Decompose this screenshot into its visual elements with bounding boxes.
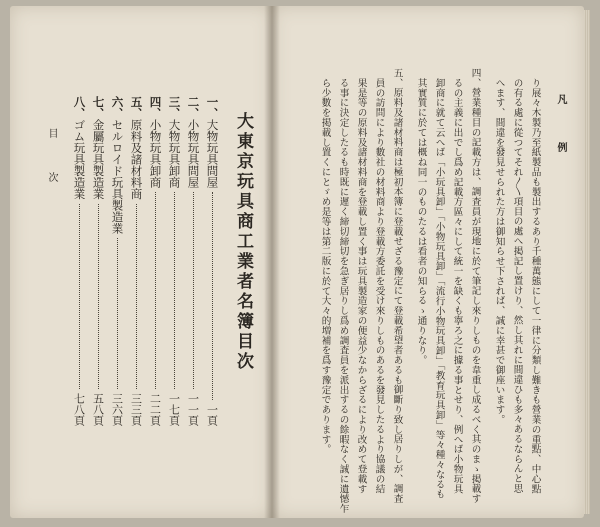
book-gutter	[264, 6, 280, 518]
toc-entry-1	[206, 96, 218, 426]
toc-entry-number: 三、	[167, 96, 182, 119]
toc-leader-dots	[212, 192, 213, 400]
toc-entry-label: ゴム玩具製造業	[72, 119, 87, 200]
toc-entry-number: 二、	[186, 96, 201, 119]
toc-title: 大東京玩具商工業者名簿目次	[233, 112, 253, 372]
toc-entry-label: 金屬玩具製造業	[91, 119, 106, 200]
toc-leader-dots	[136, 204, 137, 390]
toc-entry-number: 七、	[91, 96, 106, 119]
toc-entry-label: 大物玩具問屋	[205, 119, 220, 188]
toc-leader-dots	[155, 192, 156, 389]
notes-line-9: 員の訪問により數社の材料商より登載方委託を受け來りしものあるを發見したるより協議の結	[373, 78, 385, 494]
toc-entry-page: 三六頁	[110, 393, 124, 426]
toc-entry-8	[73, 96, 85, 426]
notes-line-1: り展々木製乃至紙製品も製出するあり千種萬態にして一律に分類し難きも營業の重點、中心點	[529, 78, 541, 494]
toc-entry-page: 一一頁	[186, 393, 200, 426]
toc-leader-dots	[79, 204, 80, 390]
notes-line-10: 果是等の原料及諸材料商を登載し置く事は玩具製造家の便益少なからざるにより改めて登載す	[355, 78, 367, 494]
notes-line-6: 卸商に就て云へば「小玩具卸」「小物玩具卸」「流行小物玩具卸」「教育玩具卸」等々種々なるも	[433, 78, 445, 500]
toc-entry-page: 七八頁	[72, 393, 86, 426]
toc-leader-dots	[98, 204, 99, 390]
toc-entry-label: 大物玩具卸商	[167, 119, 182, 188]
notes-line-4: 四、營業種目の記載方は、調査員が現地に於て筆記し來りしものを韋重し成るべく其のまゝ掲載す	[469, 68, 481, 504]
notes-line-12: ら少數を掲載し置くにとゞめ是等は第二版に於て大々的増補を爲す豫定であります。	[319, 78, 331, 455]
toc-leader-dots	[193, 192, 194, 389]
toc-entry-page: 五八頁	[91, 393, 105, 426]
page-edges	[584, 10, 590, 514]
toc-leader-dots	[117, 238, 118, 389]
toc-entry-number: 六、	[110, 96, 125, 119]
toc-entry-label: 小物玩具卸商	[148, 119, 163, 188]
toc-entry-7	[92, 96, 104, 426]
notes-line-7: 其實質に於ては概ね同一のものたるは看者の知らるゝ通りなり。	[415, 78, 427, 366]
toc-entry-4	[149, 96, 161, 426]
toc-entry-page: 一頁	[205, 404, 219, 426]
toc-entry-number: 四、	[148, 96, 163, 119]
toc-entry-6	[111, 96, 123, 426]
toc-leader-dots	[174, 192, 175, 389]
notes-line-5: るの主義に出でし爲め記載方區々にして統一を缺くも寧ろ之に據る事とせり、例へば小物玩具	[451, 78, 463, 494]
toc-entry-number: 一、	[205, 96, 220, 119]
toc-entry-label: 小物玩具問屋	[186, 119, 201, 188]
notes-line-8: 五、原料及諸材料商は極初本簿に登載せざる豫定にて登載希望者あるも御斷り致し居りしが、調査	[391, 68, 403, 504]
toc-entry-3	[168, 96, 180, 426]
notes-line-3: へます、間違を發見せられた方は御知らせ下されば、誠に幸甚で御座います。	[493, 78, 505, 425]
toc-entry-5	[130, 96, 142, 426]
toc-entry-number: 五、	[129, 96, 144, 119]
toc-entry-label: セルロイド玩具製造業	[110, 119, 125, 234]
toc-entry-page: 三三頁	[129, 393, 143, 426]
notes-line-2: の有る處に從つてそれ〳〵項目の處へ掲記し置けり、然し其れに間違ひも多々あるならんと思	[511, 78, 523, 494]
notes-title: 凡 例	[555, 94, 566, 166]
notes-line-11: る事に決定したるも時既に遲く締切締切を急ぎ居りし爲め調査員を派出するの餘暇なく誠に遺憾乍	[337, 78, 349, 514]
toc-footer-label: 目 次	[46, 128, 57, 194]
toc-entry-2	[187, 96, 199, 426]
toc-entry-number: 八、	[72, 96, 87, 119]
toc-entry-page: 二二頁	[148, 393, 162, 426]
toc-entry-page: 一七頁	[167, 393, 181, 426]
toc-entry-label: 原料及諸材料商	[129, 119, 144, 200]
